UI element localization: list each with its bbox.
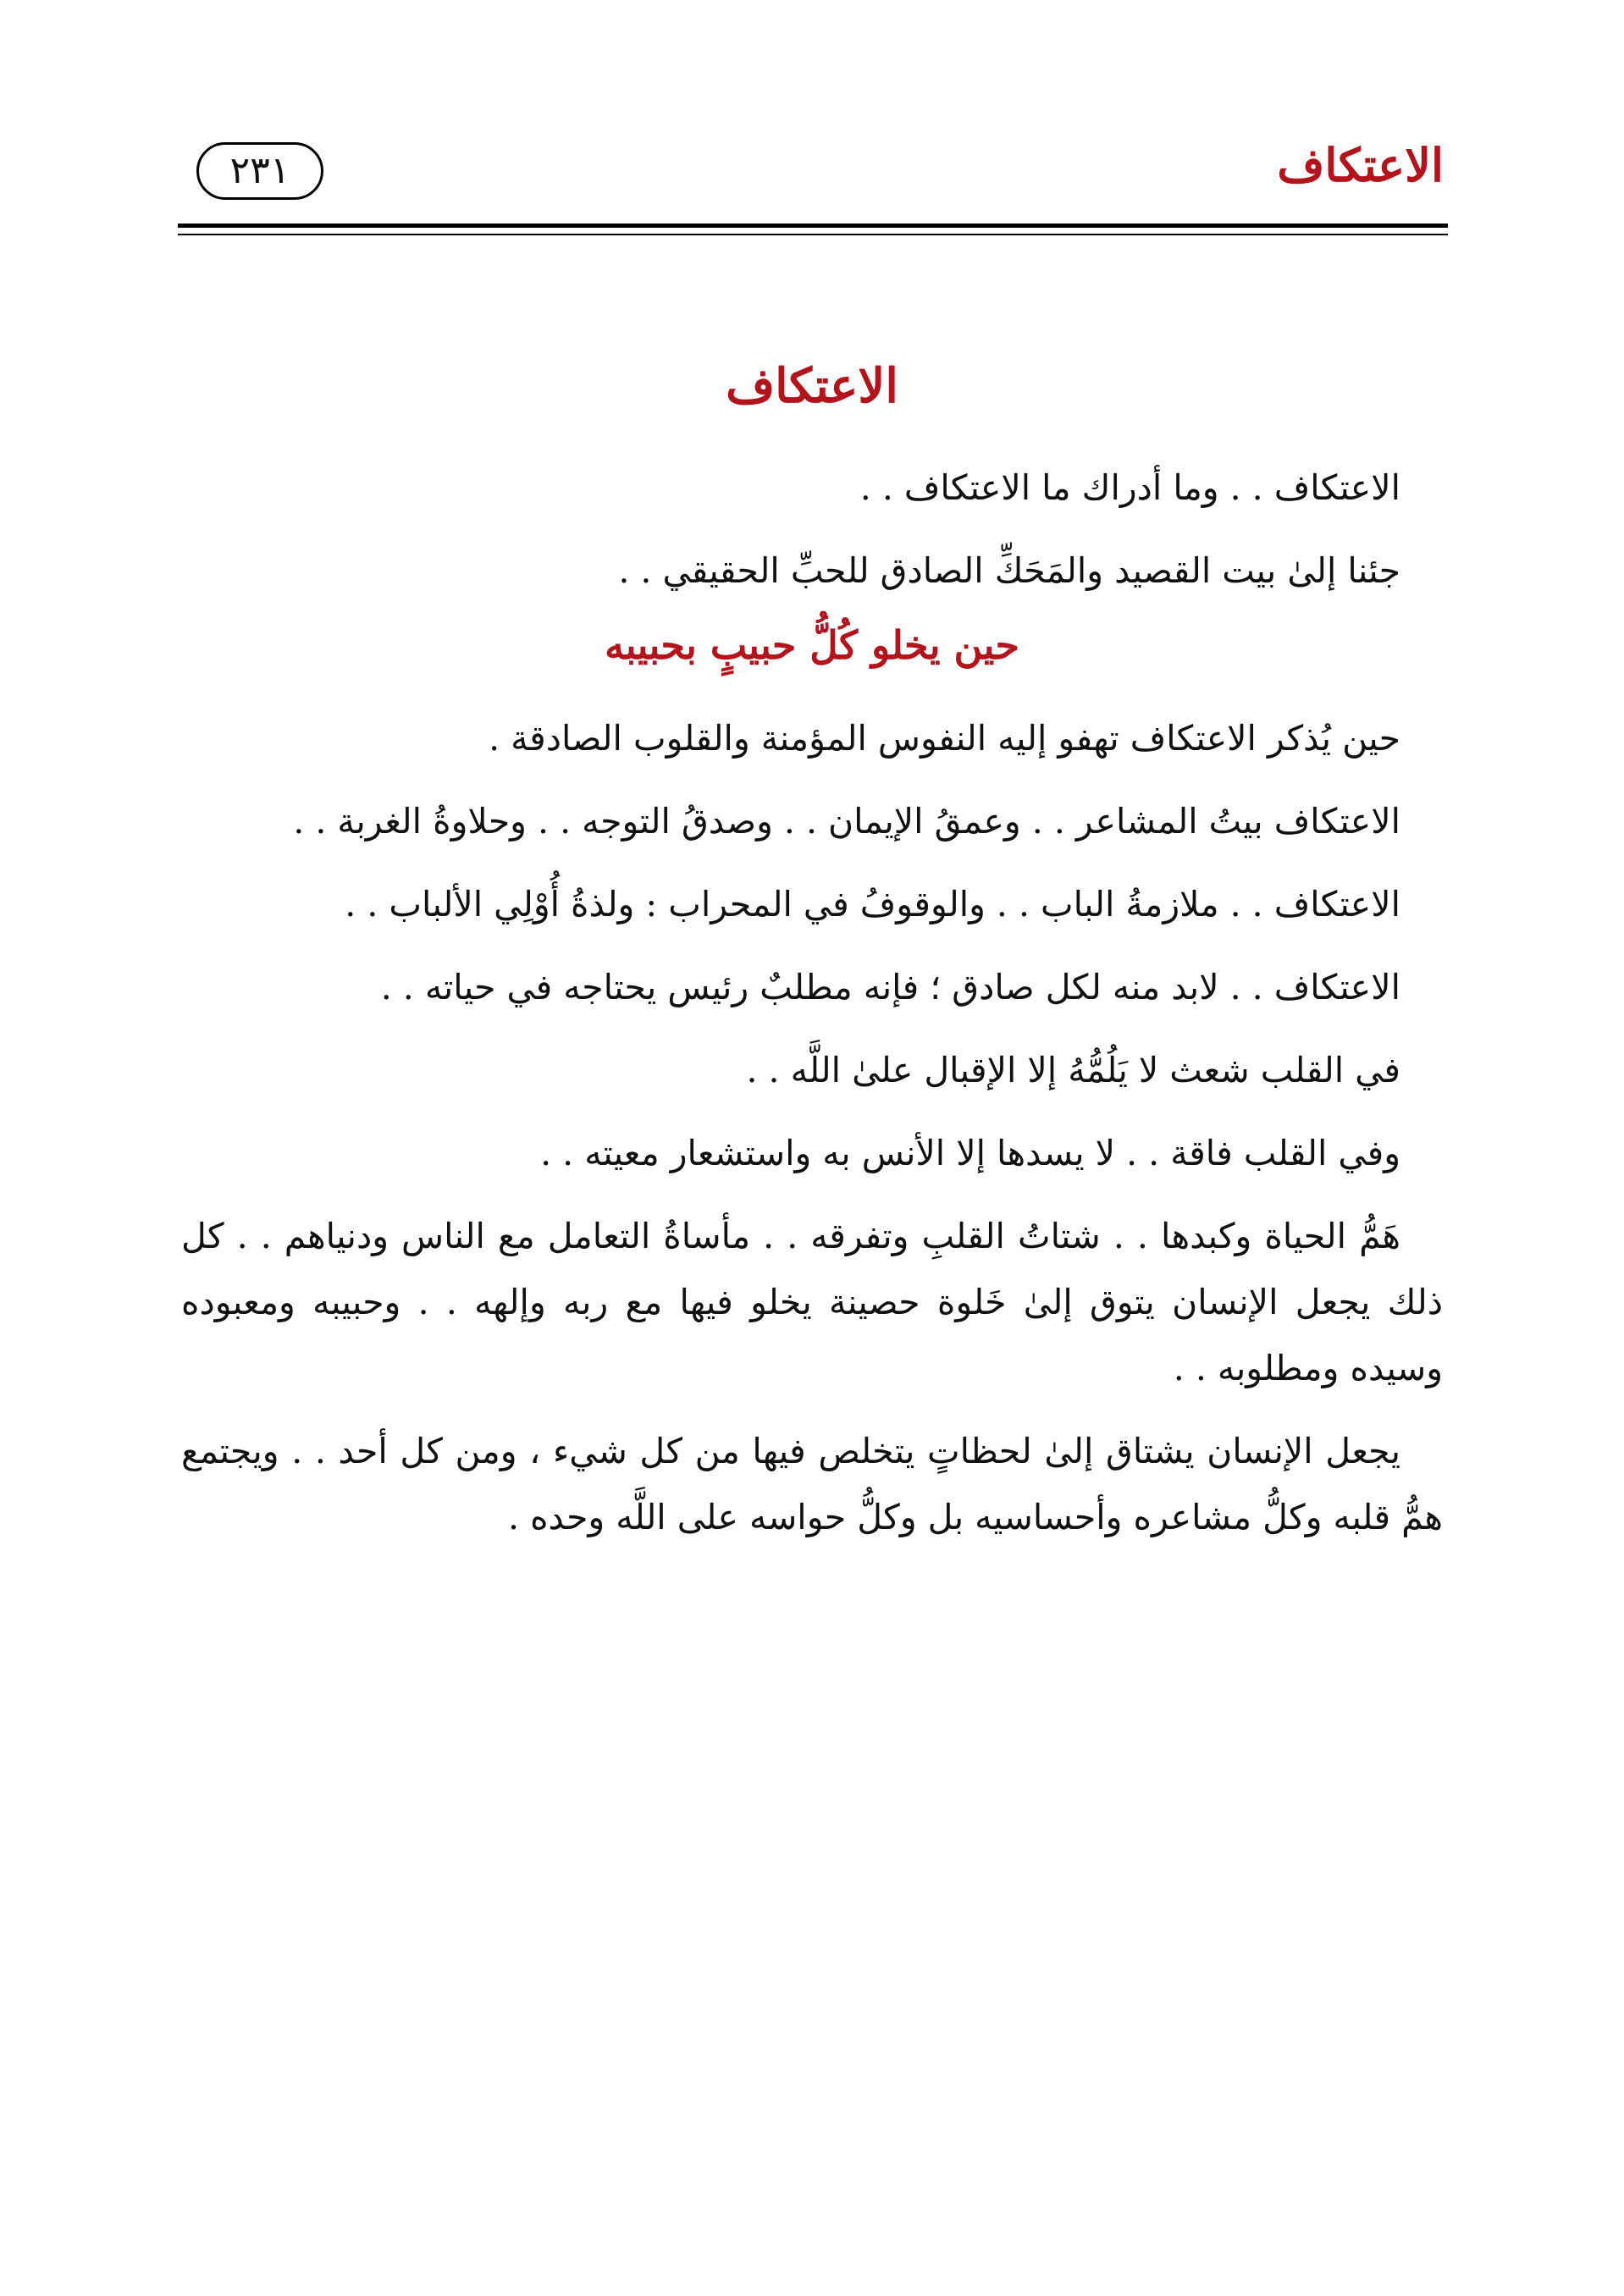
paragraph: الاعتكاف . . لابد منه لكل صادق ؛ فإنه مطلبٌ رئيس يحتاجه في حياته . . (380, 966, 1400, 1007)
header-rule-thick (178, 224, 1448, 228)
chapter-title: الاعتكاف (726, 358, 898, 414)
paragraph: يجعل الإنسان يشتاق إلىٰ لحظاتٍ يتخلص فيها من كل شيء ، ومن كل أحد . . ويجتمع همُّ قلبه وكلُّ مشاعره وأحساسيه بل وكلُّ حواسه على اللَّه وحده . (181, 1430, 1443, 1537)
paragraph: الاعتكاف بيتُ المشاعر . . وعمقُ الإيمان . . وصدقُ التوجه . . وحلاوةُ الغربة . . (293, 800, 1400, 842)
page-number-badge: ٢٣١ (196, 142, 323, 200)
running-title: الاعتكاف (1277, 138, 1444, 192)
paragraph: حين يُذكر الاعتكاف تهفو إليه النفوس المؤمنة والقلوب الصادقة . (489, 717, 1400, 759)
section-subtitle: حين يخلو كُلُّ حبيبٍ بحبيبه (605, 621, 1019, 668)
paragraph: وفي القلب فاقة . . لا يسدها إلا الأنس به واستشعار معيته . . (540, 1132, 1400, 1173)
paragraph: هَمُّ الحياة وكبدها . . شتاتُ القلبِ وتفرقه . . مأساةُ التعامل مع الناس ودنياهم . . كل ذلك يجعل الإنسان يتوق إلىٰ خَلوة حصينة يخلو فيها مع ربه وإلهه . . وحبيبه ومعبوده وسيده ومطلوبه . . (181, 1215, 1443, 1388)
paragraph: الاعتكاف . . وما أدراك ما الاعتكاف . . (859, 466, 1400, 508)
paragraph: في القلب شعث لا يَلُمُّهُ إلا الإقبال علىٰ اللَّه . . (746, 1049, 1400, 1090)
paragraph: الاعتكاف . . ملازمةُ الباب . . والوقوفُ في المحراب : ولذةُ أُوْلِي الألباب . . (345, 883, 1400, 924)
header-rule-thin (178, 234, 1448, 235)
page-body (181, 356, 1443, 1567)
paragraph: جئنا إلىٰ بيت القصيد والمَحَكِّ الصادق للحبِّ الحقيقي . . (618, 549, 1400, 591)
